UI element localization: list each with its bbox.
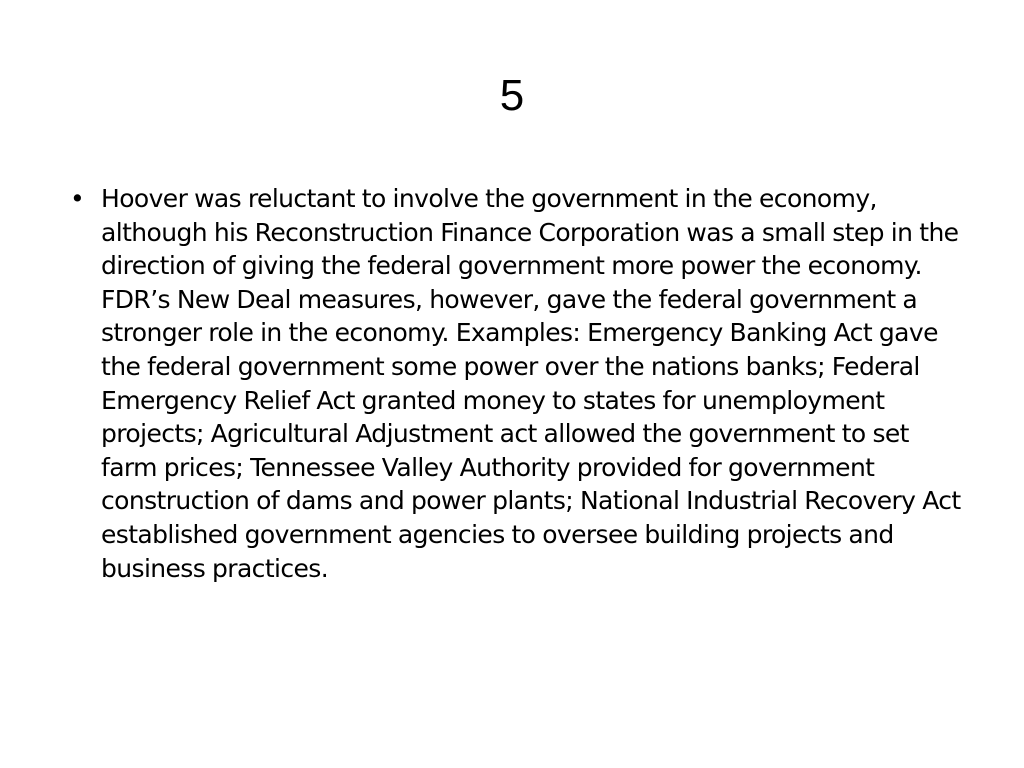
bullet-text: Hoover was reluctant to involve the government in the economy, although his Reconstruction Finance Corporation was a small step in the direction of giving the federal government more power the economy. FDR’s New Deal measures, however, gave the federal government a stronger role in the economy. Examples: Emergency Banking Act gave the federal government some power over the nations banks; Federal Emergency Relief Act granted money to states for unemployment projects; Agricultural Adjustment act allowed the government to set farm prices; Tennessee Valley Authority provided for government construction of dams and power plants; National Industrial Recovery Act established government agencies to oversee building projects and business practices. — [101, 184, 961, 583]
bullet-marker: • — [70, 184, 85, 213]
bullet-list — [70, 182, 970, 585]
bullet-item — [70, 182, 970, 585]
slide-title: 5 — [499, 71, 525, 120]
